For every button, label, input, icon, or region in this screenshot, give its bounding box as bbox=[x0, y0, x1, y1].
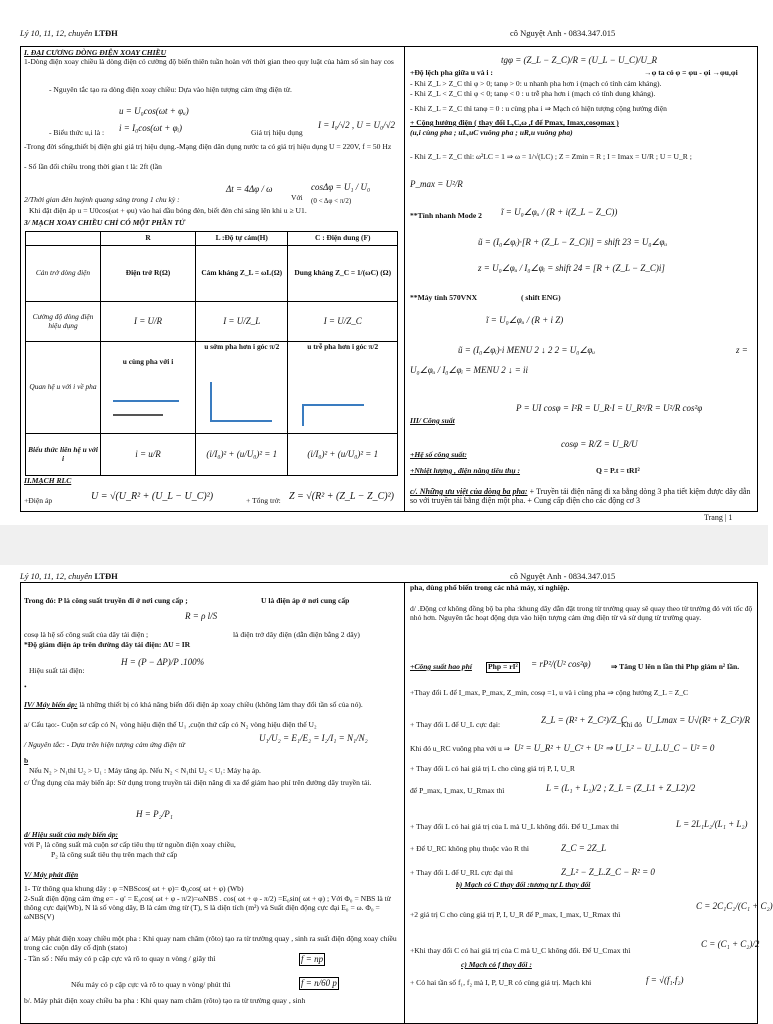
paragraph: cosφ là hệ số công suất của dây tải điện ; bbox=[24, 630, 149, 639]
paragraph: a/ Cấu tạo:- Cuộn sơ cấp có N₁ vòng hiệu điện thế U₁ ,cuộn thứ cấp có N₂ vòng hiệu điện thế U₂ bbox=[24, 720, 317, 729]
formula: f = √(f₁.f₂) bbox=[646, 975, 684, 985]
paragraph: + Thay đổi L có hai giá trị L cho cùng giá trị P, I, U_R bbox=[410, 764, 575, 773]
table-cell: Quan hệ u với i về pha bbox=[26, 342, 101, 434]
table-cell: Dung kháng Z_C = 1/(ωC) (Ω) bbox=[288, 246, 398, 302]
table-cell bbox=[196, 342, 288, 434]
subsection-title: c) Mạch có f thay đổi : bbox=[461, 960, 532, 969]
formula: L = 2L₁L₂/(L₁ + L₂) bbox=[676, 819, 748, 829]
formula: Z_L = (R² + Z_C²)/Z_C bbox=[541, 715, 627, 725]
paragraph: Khi đó u_RC vuông pha với u ⇒ bbox=[410, 744, 511, 753]
formula: P_max = U²/R bbox=[410, 179, 463, 189]
paragraph: 1- Từ thông qua khung dây : φ =NBScos( ωt + φ)= Φ₀cos( ωt + φ) (Wb) bbox=[24, 884, 244, 893]
paragraph: 2/Thời gian đèn huỳnh quang sáng trong 1 chu kỳ : bbox=[24, 195, 180, 204]
table-cell: (i/I₀)² + (u/U₀)² = 1 bbox=[196, 434, 288, 476]
section-title: II.MẠCH RLC bbox=[24, 476, 72, 485]
section-title: I. ĐẠI CƯƠNG DÒNG ĐIỆN XOAY CHIỀU bbox=[24, 48, 167, 57]
label: b bbox=[24, 756, 29, 765]
formula: H = P₂/P₁ bbox=[136, 809, 173, 819]
section-title: +Nhiệt lượng , điện năng tiêu thụ : bbox=[410, 466, 521, 475]
table-header: R bbox=[101, 232, 196, 246]
paragraph: - Khi Z_L = Z_C thì tanφ = 0 : u cùng pha i ⇒ Mạch có hiện tượng cộng hưởng điện bbox=[410, 104, 667, 113]
table-cell: I = U/Z_C bbox=[288, 302, 398, 342]
paragraph: - Khi Z_L < Z_C thì φ < 0; tanφ < 0 : u trễ pha hơn i (mạch có tính dung kháng). bbox=[410, 89, 656, 98]
formula: Z_L² − Z_L.Z_C − R² = 0 bbox=[561, 867, 655, 877]
section-title: d/ Hiệu suất của máy biến áp: bbox=[24, 830, 119, 839]
paragraph: +Thay đổi L để I_max, P_max, Z_min, cosφ =1, u và i cùng pha ⇒ cộng hưởng Z_L = Z_C bbox=[410, 688, 689, 697]
condition: (0 < Δφ < π/2) bbox=[311, 197, 352, 205]
u-vector bbox=[210, 382, 212, 420]
paragraph: -Trong đời sống,thiết bị điện ghi giá trị hiệu dụng.-Mạng điện dân dụng nước ta có giá trị hiệu dụng U = 220V, f = 50 Hz bbox=[24, 142, 392, 151]
paragraph: *Độ giảm điện áp trên đường dây tải điện: ΔU = IR bbox=[24, 640, 191, 649]
formula: ĩ = U₀∠φᵤ / (R + i Z) bbox=[486, 315, 564, 325]
paragraph: d/ .Động cơ không đồng bộ ba pha :khung dây dẫn đặt trong từ trường quay sẽ quay theo từ trường đó với tốc độ nhỏ hơn. Nguyên tắc hoạt động dựa vào hiện tượng cảm ứng điện từ và sử dụng từ trường quay. bbox=[410, 604, 753, 622]
right-column bbox=[406, 47, 757, 511]
paragraph: b/. Máy phát điện xoay chiều ba pha : Khi quay nam châm (rôto) tạo ra từ trường quay , sinh bbox=[24, 996, 306, 1005]
formula-box: f = np bbox=[301, 954, 324, 964]
i-vector bbox=[113, 414, 163, 416]
bullet: • bbox=[24, 682, 27, 691]
paragraph: + Thay đổi L để U_L cực đại: bbox=[410, 720, 501, 729]
table-cell: Cảm kháng Z_L = ωL(Ω) bbox=[196, 246, 288, 302]
table-header bbox=[26, 232, 101, 246]
table-cell: I = U/R bbox=[101, 302, 196, 342]
paragraph: Nếu N₂ > N₁thì U₂ > U₁ : Máy tăng áp. Nếu N₂ < N₁thì U₂ < U₁: Máy hạ áp. bbox=[29, 766, 261, 775]
section-title: V/ Máy phát điện bbox=[24, 870, 79, 879]
formula: I = I₀/√2 , U = U₀/√2 bbox=[318, 120, 396, 130]
label: →φ ta có φ = φu - φi →φu,φi bbox=[644, 68, 738, 77]
page-2 bbox=[0, 565, 773, 1024]
table-cell bbox=[288, 342, 398, 434]
paragraph: - Tần số : Nếu máy có p cặp cực và rô to quay n vòng / giây thì bbox=[24, 954, 216, 963]
formula: cosφ = R/Z = U_R/U bbox=[561, 439, 638, 449]
paragraph: 1-Dòng điện xoay chiều là dòng điện có cường độ biến thiên tuần hoàn với thời gian theo quy luật của hàm số sin hay cos bbox=[24, 57, 394, 66]
paragraph: a/ Máy phát điện xoay chiều một pha : Khi quay nam châm (rôto) tạo ra từ trường quay , sinh ra suất điện động xoay chiều trong các cuộn dây cố định (stato) bbox=[24, 934, 397, 952]
content-box bbox=[20, 582, 773, 1024]
cell-text: u trễ pha hơn i góc π/2 bbox=[307, 342, 379, 351]
left-column bbox=[21, 583, 405, 1023]
section-title: 3/ MẠCH XOAY CHIỀU CHỈ CÓ MỘT PHẦN TỬ bbox=[24, 218, 185, 227]
label: +Độ lệch pha giữa u và i : bbox=[410, 68, 493, 77]
paragraph bbox=[410, 487, 755, 506]
table-cell: Cường độ dòng điện hiệu dụng bbox=[26, 302, 101, 342]
cell-text: u sớm pha hơn i góc π/2 bbox=[204, 342, 280, 351]
formula-line: - Khi Z_L = Z_C thì: ω²LC = 1 ⇒ ω = 1/√(LC) ; Z = Zmin = R ; I = Imax = U/R ; U = U_R ; bbox=[410, 152, 692, 161]
paragraph: ⇒ Tăng U lên n lần thì Php giảm n² lần. bbox=[611, 662, 740, 671]
paragraph: + Để U_RC không phụ thuộc vào R thì bbox=[410, 844, 530, 853]
subsection-title: c/. Những ưu việt của dòng ba pha: bbox=[410, 487, 528, 496]
paragraph: / Nguyên tắc: - Dựa trên hiện tượng cảm ứng điện từ bbox=[24, 740, 185, 749]
formula: ũ = (I₀∠φᵢ)·[R + (Z_L − Z_C)i] = shift 23 = U₀∠φᵤ bbox=[478, 237, 668, 247]
label: +Điện áp bbox=[24, 496, 53, 505]
left-column bbox=[21, 47, 405, 511]
table-cell: Điện trở R(Ω) bbox=[101, 246, 196, 302]
label: + Tổng trở: bbox=[246, 496, 281, 505]
paragraph: - Số lần đổi chiều trong thời gian t là: 2ft (lần bbox=[24, 162, 162, 171]
paragraph bbox=[24, 701, 402, 710]
page-gap bbox=[0, 525, 768, 565]
section-title: +Công suất hao phí bbox=[410, 662, 472, 671]
paragraph: + Thay đổi L có hai giá trị của L mà U_L không đổi. Để U_Lmax thì bbox=[410, 822, 619, 831]
paragraph: để P_max, I_max, U_Rmax thì bbox=[410, 786, 505, 795]
paragraph: Khi đặt điện áp u = U0cos(ωt + φu) vào hai đầu bóng đèn, biết đèn chỉ sáng lên khi u ≥ U1. bbox=[29, 206, 307, 215]
i-vector bbox=[302, 404, 364, 406]
paragraph: + Thay đổi L để U_RL cực đại thì bbox=[410, 868, 514, 877]
i-vector bbox=[210, 420, 272, 422]
paragraph: + Có hai tần số f₁, f₂ mà I, P, U_R có cùng giá trị. Mạch khi bbox=[410, 978, 592, 987]
formula: L = (L₁ + L₂)/2 ; Z_L = (Z_L1 + Z_L2)/2 bbox=[546, 783, 696, 793]
section-title: +Hệ số công suất: bbox=[410, 450, 467, 459]
formula: U₀∠φᵤ / I₀∠φᵢ = MENU 2 ↓ = ii bbox=[410, 365, 529, 375]
paragraph: là điện trở dây điện (dẫn điện bằng 2 dây) bbox=[233, 630, 360, 639]
label: Giá trị hiệu dụng bbox=[251, 128, 303, 137]
element-table bbox=[25, 231, 398, 476]
formula: z = bbox=[736, 345, 748, 355]
formula-box: f = n/60 p bbox=[301, 978, 337, 988]
paragraph: +2 giá trị C cho cùng giá trị P, I, U_R để P_max, I_max, U_Rmax thì bbox=[410, 910, 621, 919]
u-vector bbox=[302, 404, 304, 426]
header-left: Lý 10, 11, 12, chuyên LTĐH bbox=[20, 28, 118, 38]
header-right: cô Nguyệt Anh - 0834.347.015 bbox=[510, 28, 616, 38]
label: Với bbox=[291, 193, 303, 202]
paragraph-text: là những thiết bị có khả năng biến đổi điện áp xoay chiều (không làm thay đổi tần số của nó). bbox=[79, 700, 363, 709]
paragraph: - Khi Z_L > Z_C thì φ > 0; tanφ > 0: u nhanh pha hơn i (mạch có tính cảm kháng). bbox=[410, 79, 662, 88]
label: ( shift ENG) bbox=[521, 293, 561, 302]
header-left: Lý 10, 11, 12, chuyên LTĐH bbox=[20, 571, 118, 581]
page-header bbox=[0, 28, 768, 42]
section-title: + Cộng hưởng điện ( thay đổi L,C,ω ,f để Pmax, Imax,cosφmax ) bbox=[410, 118, 619, 127]
formula: u = U₀cos(ωt + φᵤ) bbox=[119, 106, 189, 116]
section-title: **Tính nhanh Mode 2 bbox=[410, 211, 482, 220]
table-cell bbox=[101, 342, 196, 434]
section-title: **Máy tính 570VNX bbox=[410, 293, 478, 302]
formula: ĩ = U₀∠φᵤ / (R + i(Z_L − Z_C)) bbox=[501, 207, 618, 217]
paragraph: c/ Ứng dụng của máy biến áp: Sử dụng trong truyền tải điện năng đi xa để giảm hao phí trên đường dây truyền tải. bbox=[24, 778, 372, 787]
formula: H = (P − ΔP)/P .100% bbox=[121, 657, 205, 667]
section-title: IV/ Máy biến áp: bbox=[24, 700, 78, 709]
paragraph: U là điện áp ở nơi cung cấp bbox=[261, 596, 350, 605]
formula: cosΔφ = U₁ / U₀ bbox=[311, 182, 371, 192]
paragraph: P₂ là công suất tiêu thụ trên mạch thứ cấp bbox=[51, 850, 178, 859]
formula: U² = U_R² + U_C² + U² ⇒ U_L² − U_L.U_C − U² = 0 bbox=[514, 743, 715, 753]
formula: Z = √(R² + (Z_L − Z_C)²) bbox=[289, 491, 394, 502]
paragraph: Trong đó: P là công suất truyền đi ở nơi cung cấp ; bbox=[24, 596, 188, 605]
formula: C = 2C₁C₂/(C₁ + C₂) bbox=[696, 901, 773, 911]
table-header: C : Điện dung (F) bbox=[288, 232, 398, 246]
formula: = rP²/(U² cos²φ) bbox=[531, 659, 591, 669]
paragraph: pha, dùng phổ biến trong các nhà máy, xí nghiệp. bbox=[410, 583, 570, 592]
u-vector bbox=[113, 400, 179, 402]
formula: z = U₀∠φᵤ / I₀∠φᵢ = shift 24 = [R + (Z_L − Z_C)i] bbox=[478, 263, 665, 273]
paragraph: - Nguyên tắc tạo ra dòng điện xoay chiều: Dựa vào hiện tượng cảm ứng điện từ. bbox=[49, 85, 292, 94]
paragraph: với P₁ là công suất mà cuộn sơ cấp tiêu thụ từ nguồn điện xoay chiều, bbox=[24, 840, 236, 849]
table-cell: i = u/R bbox=[101, 434, 196, 476]
paragraph: +Khi thay đổi C có hai giá trị của C mà U_C không đổi. Để U_Cmax thì bbox=[410, 946, 631, 955]
cell-text: u cùng pha với i bbox=[122, 357, 174, 366]
formula: P = UI cosφ = I²R = U_R·I = U_R²/R = U²/R cos²φ bbox=[516, 403, 703, 413]
page-number: Trang | 1 bbox=[704, 513, 733, 522]
formula: tgφ = (Z_L − Z_C)/R = (U_L − U_C)/U_R bbox=[501, 55, 657, 65]
table-header: L :Độ tự cảm(H) bbox=[196, 232, 288, 246]
formula: U = √(U_R² + (U_L − U_C)²) bbox=[91, 491, 214, 502]
content-box bbox=[20, 46, 758, 512]
section-title: III/ Công suất bbox=[410, 416, 455, 425]
paragraph: (u,i cùng pha ; uL,uC vuông pha ; uR,u vuông pha) bbox=[410, 128, 573, 137]
table-cell: (i/I₀)² + (u/U₀)² = 1 bbox=[288, 434, 398, 476]
formula: Q = P.t = tRI² bbox=[596, 466, 640, 475]
formula: Z_C = 2Z_L bbox=[561, 843, 607, 853]
formula: C = (C₁ + C₂)/2 bbox=[701, 939, 760, 949]
table-cell: Biểu thức liên hệ u với i bbox=[26, 434, 101, 476]
formula: U₁/U₂ = E₁/E₂ = I₂/I₁ = N₁/N₂ bbox=[259, 733, 368, 743]
label: Hiệu suất tải điện: bbox=[29, 666, 85, 675]
header-right: cô Nguyệt Anh - 0834.347.015 bbox=[510, 571, 616, 581]
formula-box: Php = rI² bbox=[488, 662, 518, 671]
subsection-title: b) Mạch có C thay đổi :tương tự L thay đổi bbox=[456, 880, 591, 889]
label: - Biểu thức u,i là : bbox=[49, 128, 105, 137]
paragraph-text: + Truyền tải điện năng đi xa bằng dòng 3 pha tiết kiệm được dây dẫn so với truyền tải bằng điện một pha. + Cung cấp điện cho các động cơ 3 bbox=[410, 487, 751, 506]
formula: i = I₀cos(ωt + φᵢ) bbox=[119, 123, 183, 133]
right-column bbox=[406, 583, 773, 1023]
paragraph: 2-Suất điện động cảm ứng e= - φ' = E₀cos( ωt + φ - π/2)=ωNBS . cos( ωt + φ - π/2) =E₀sin( ωt + φ) ; Với Φ₀ = NBS là từ thông cực đại(Wb), N là số vòng dây, B là cảm ứng từ (T), S là diện tích (m²) và Suất điện động cực đại E₀ = ω. Φ₀ = ωNBS(V) bbox=[24, 894, 391, 921]
formula: U_Lmax = U√(R² + Z_C²)/R bbox=[646, 715, 750, 725]
formula: ũ = (I₀∠φᵢ)·i MENU 2 ↓ 2 2 = U₀∠φᵤ bbox=[458, 345, 596, 355]
formula: Δt = 4Δφ / ω bbox=[226, 184, 273, 194]
paragraph: Nếu máy có p cặp cực và rô to quay n vòng/ phút thì bbox=[71, 980, 231, 989]
formula: R = ρ l/S bbox=[185, 611, 218, 621]
table-cell: Cản trở dòng điện bbox=[26, 246, 101, 302]
label: Khi đó bbox=[621, 720, 642, 729]
table-cell: I = U/Z_L bbox=[196, 302, 288, 342]
